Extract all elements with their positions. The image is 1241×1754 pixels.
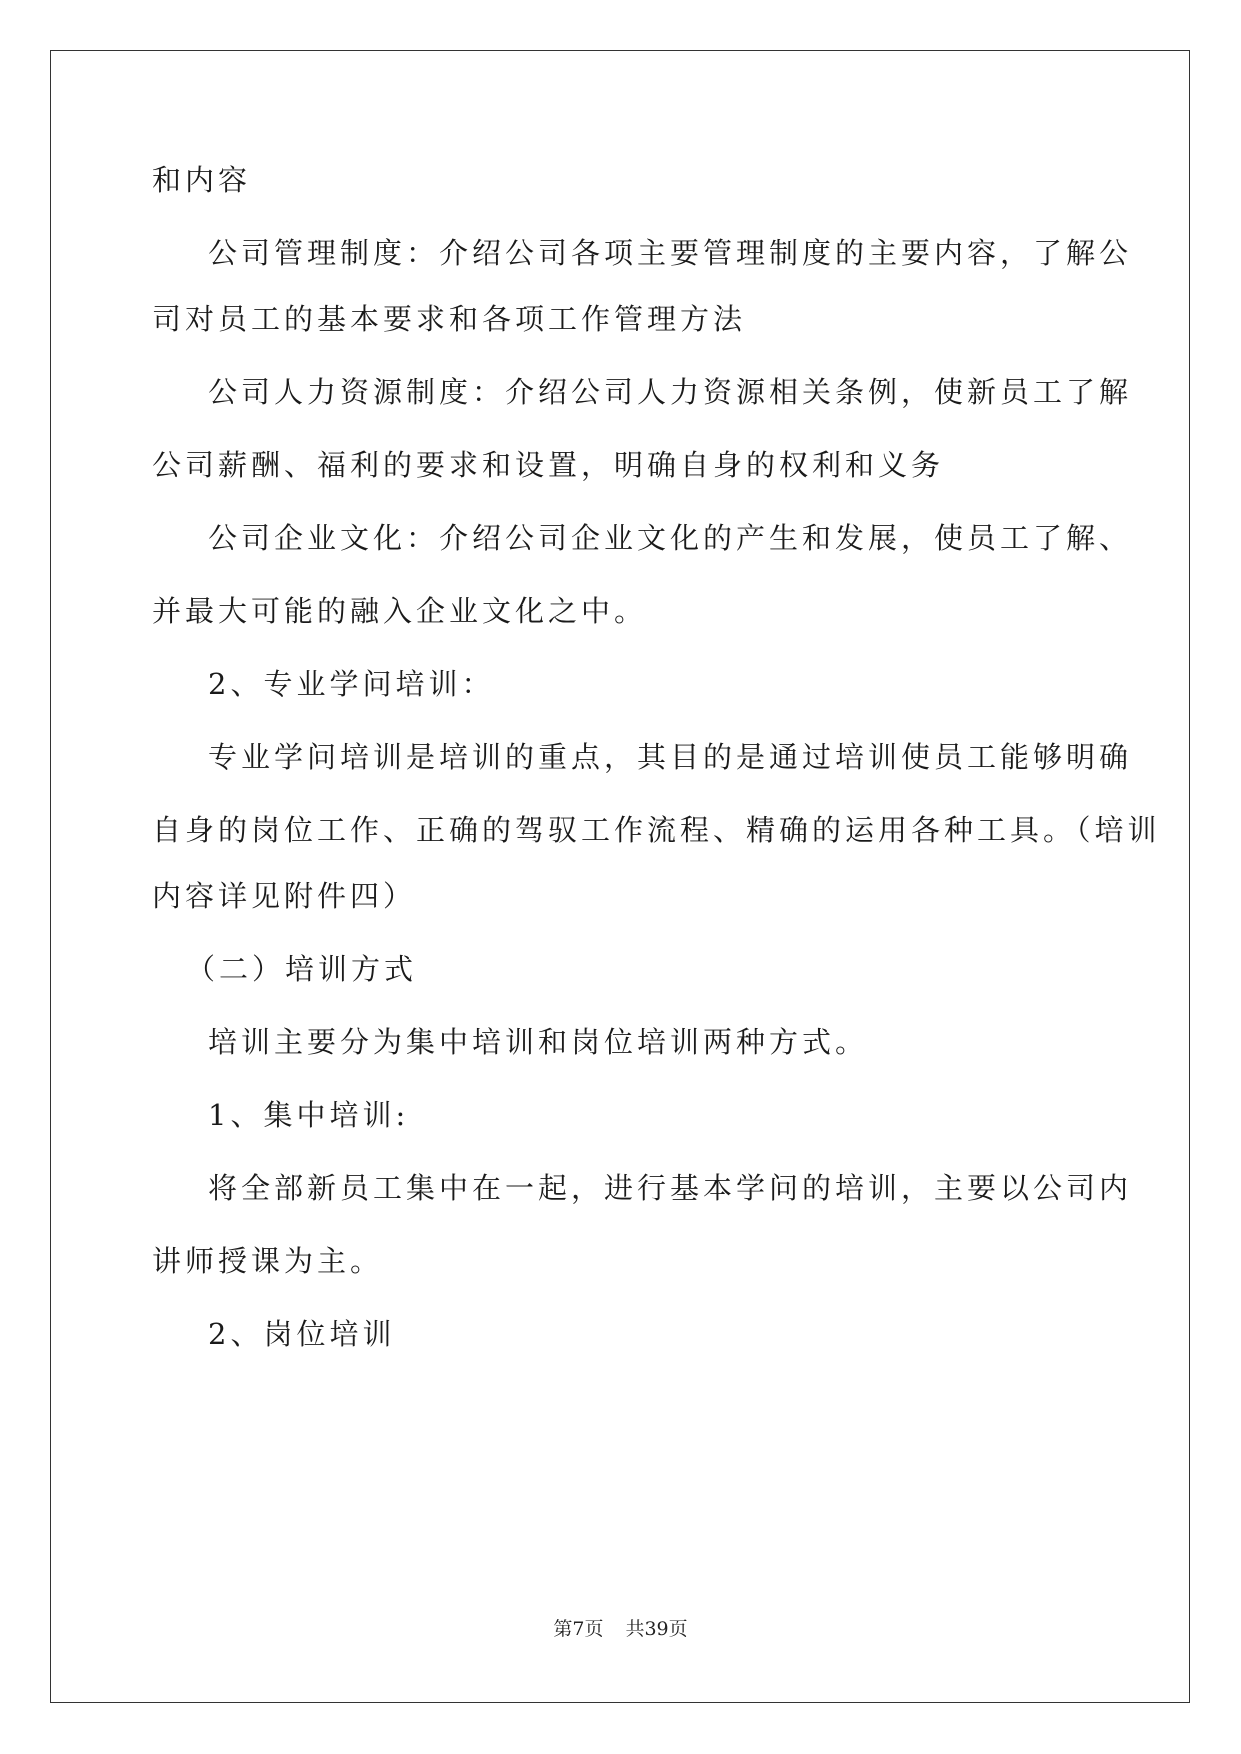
text-line: 专业学问培训是培训的重点，其目的是通过培训使员工能够明确	[208, 740, 1133, 774]
section-heading: 2、专业学问培训：	[208, 667, 495, 701]
page-footer	[0, 1614, 1241, 1641]
text-line: 公司企业文化：介绍公司企业文化的产生和发展，使员工了解、	[208, 521, 1133, 555]
text-line: 公司管理制度：介绍公司各项主要管理制度的主要内容，了解公	[208, 236, 1133, 270]
page-number: 第7页	[553, 1618, 604, 1640]
section-heading: （二）培训方式	[186, 952, 418, 986]
text-line: 并最大可能的融入企业文化之中。	[152, 594, 648, 628]
text-line: 自身的岗位工作、正确的驾驭工作流程、精确的运用各种工具。（培训	[152, 813, 1161, 847]
text-line: 司对员工的基本要求和各项工作管理方法	[152, 302, 747, 336]
text-line: 内容详见附件四）	[152, 879, 417, 913]
text-line: 和内容	[152, 163, 252, 197]
text-line: 讲师授课为主。	[152, 1244, 384, 1278]
text-line: 将全部新员工集中在一起，进行基本学问的培训，主要以公司内	[208, 1171, 1133, 1205]
text-line: 培训主要分为集中培训和岗位培训两种方式。	[208, 1025, 869, 1059]
section-heading: 2、岗位培训	[208, 1317, 396, 1351]
text-line: 公司薪酬、福利的要求和设置，明确自身的权利和义务	[152, 448, 945, 482]
section-heading: 1、集中培训:	[208, 1098, 410, 1132]
text-line: 公司人力资源制度：介绍公司人力资源相关条例，使新员工了解	[208, 375, 1133, 409]
page-total: 共39页	[625, 1618, 688, 1640]
